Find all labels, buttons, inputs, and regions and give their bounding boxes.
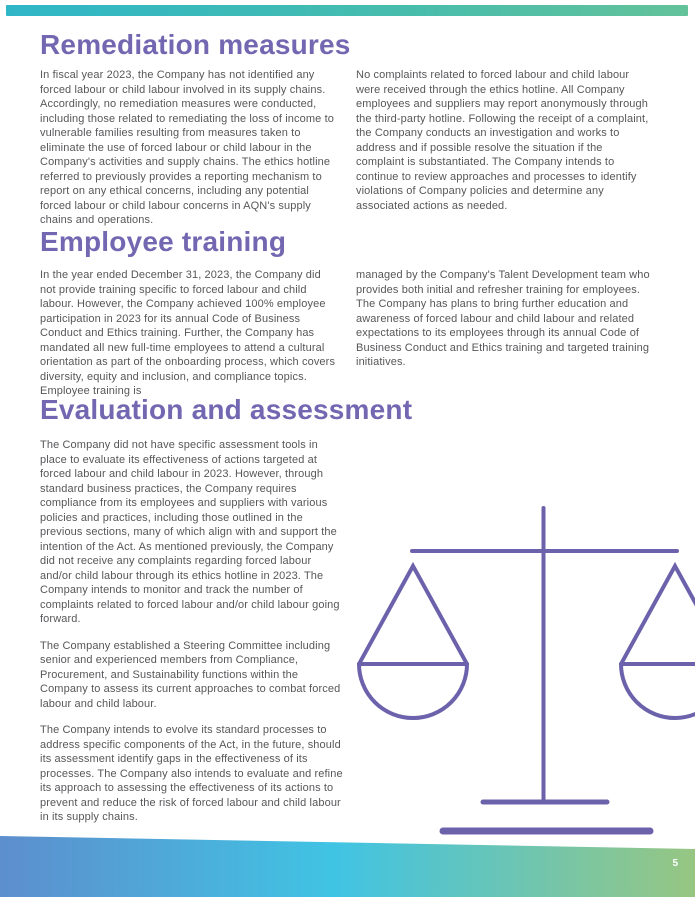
scale-left-pan bbox=[359, 566, 467, 718]
top-accent-bar bbox=[6, 5, 688, 16]
remediation-right-column: No complaints related to forced labour and child labour were received through the ethics hotline. All Company employees and suppliers may report anonymously through the third-party hotline. Following the receipt of a complaint, the Company conducts an investigation and works to address and if possible resolve the situation if the complaint is substantiated. The Company intends to continue to review approaches and processes to identify violations of Company policies and determine any associated actions as needed. bbox=[356, 69, 649, 212]
section-heading-employee-training: Employee training bbox=[40, 226, 287, 257]
bottom-accent-bar bbox=[0, 834, 695, 897]
section-heading-evaluation-assessment: Evaluation and assessment bbox=[40, 394, 413, 425]
page-number: 5 bbox=[672, 858, 678, 869]
balance-scale-illustration bbox=[350, 500, 695, 840]
evaluation-column bbox=[40, 438, 345, 837]
evaluation-paragraph: The Company intends to evolve its standard processes to address specific components of the Act, in the future, should its assessment identify gaps in the effectiveness of its processes. The Company also intends to evaluate and refine its approach to assessing the effectiveness of its actions to prevent and reduce the risk of forced labour and child labour in its supply chains. bbox=[40, 724, 343, 823]
remediation-left-column: In fiscal year 2023, the Company has not identified any forced labour or child labour involved in its supply chains. Accordingly, no remediation measures were conducted, including those related to remediating the loss of income to vulnerable families resulting from measures taken to eliminate the use of forced labour or child labour in the Company's activities and supply chains. The ethics hotline referred to previously provides a reporting mechanism to report on any ethical concerns, including any potential forced labour or child labour concerns in AQN's supply chains and operations. bbox=[40, 69, 334, 226]
training-left-column: In the year ended December 31, 2023, the Company did not provide training specific to forced labour and child labour. However, the Company achieved 100% employee participation in 2023 for its annual Code of Business Conduct and Ethics training. Further, the Company has mandated all new full-time employees to attend a cultural orientation as part of the onboarding process, which covers diversity, equity and inclusion, and compliance topics. Employee training is bbox=[40, 269, 336, 397]
training-right-column: managed by the Company's Talent Development team who provides both initial and refresher training for employees. The Company has plans to bring further education and awareness of forced labour and child labour and related expectations to its employees through its annual Code of Business Conduct and Ethics training and targeted training initiatives. bbox=[356, 269, 650, 368]
evaluation-paragraph: The Company established a Steering Committee including senior and experienced members from Compliance, Procurement, and Sustainability functions within the Company to assess its current approaches to combat forced labour and child labour. bbox=[40, 639, 341, 710]
scale-right-pan bbox=[621, 566, 695, 718]
section-heading-remediation: Remediation measures bbox=[40, 29, 351, 60]
evaluation-paragraph: The Company did not have specific assessment tools in place to evaluate its effectiveness of actions targeted at forced labour and child labour in 2023. However, through standard business practices, the Company requires compliance from its employees and suppliers with various policies and practices, including those outlined in the previous sections, many of which align with and support the intention of the Act. As mentioned previously, the Company did not receive any complaints regarding forced labour and/or child labour through its ethics hotline in 2023. The Company intends to monitor and track the number of complaints related to forced labour and/or child labour going forward. bbox=[40, 439, 340, 625]
